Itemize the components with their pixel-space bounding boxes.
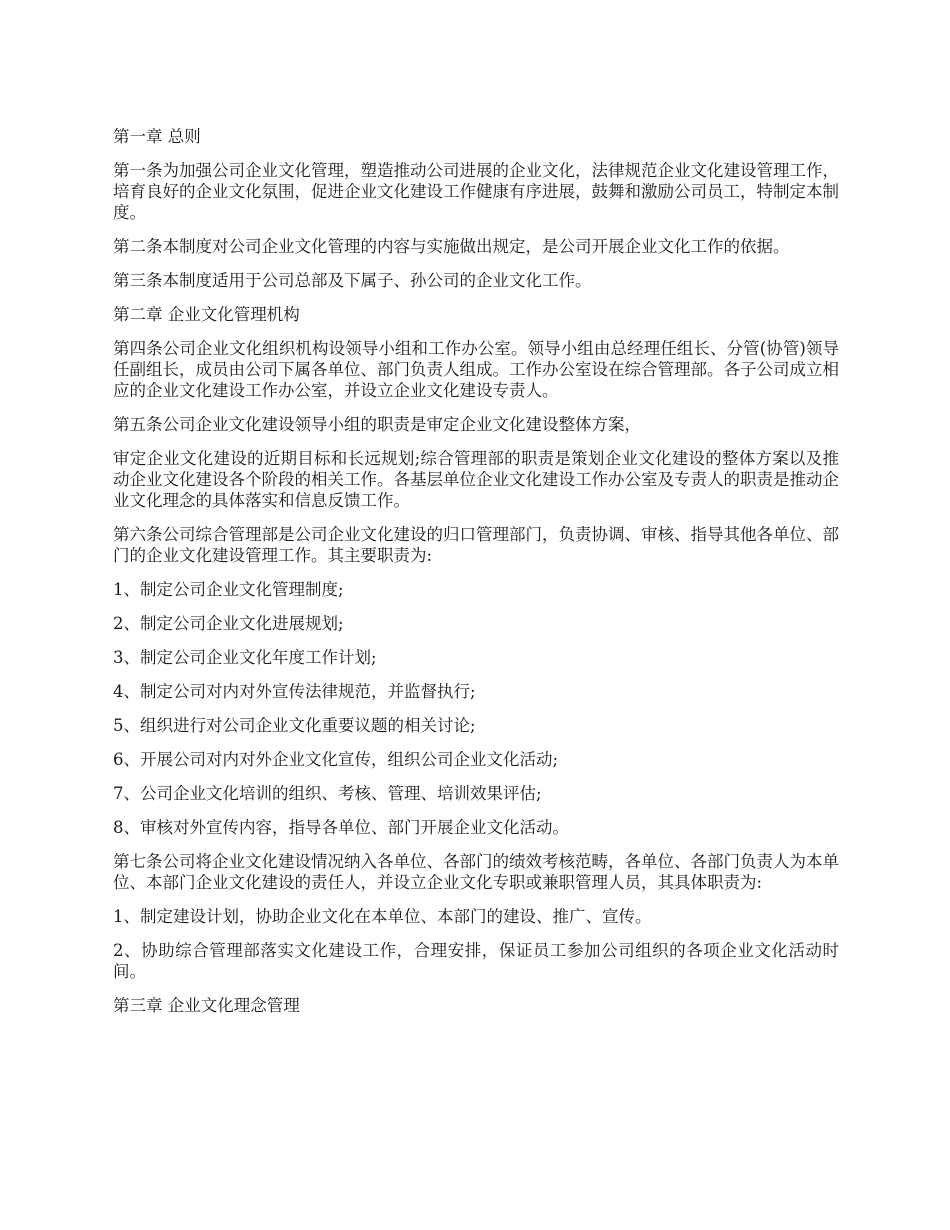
article-2: 第二条本制度对公司企业文化管理的内容与实施做出规定，是公司开展企业文化工作的依据。 — [113, 237, 790, 256]
list-item: 3、制定公司企业文化年度工作计划; — [113, 648, 377, 667]
list-item: 8、审核对外宣传内容，指导各单位、部门开展企业文化活动。 — [113, 818, 569, 837]
chapter-heading-3: 第三章 企业文化理念管理 — [113, 996, 300, 1015]
article-1: 第一条为加强公司企业文化管理，塑造推动公司进展的企业文化，法律规范企业文化建设管理工作，培育良好的企业文化氛围，促进企业文化建设工作健康有序进展，鼓舞和激励公司员工，特制定本制度。 — [113, 161, 839, 222]
article-5: 第五条公司企业文化建设领导小组的职责是审定企业文化建设整体方案， — [113, 415, 641, 434]
list-item: 5、组织进行对公司企业文化重要议题的相关讨论; — [113, 716, 476, 735]
chapter-heading-1: 第一章 总则 — [113, 127, 201, 146]
article-7: 第七条公司将企业文化建设情况纳入各单位、各部门的绩效考核范畴，各单位、各部门负责人为本单位、本部门企业文化建设的责任人，并设立企业文化专职或兼职管理人员，其具体职责为: — [113, 852, 839, 892]
list-item: 4、制定公司对内对外宣传法律规范，并监督执行; — [113, 682, 476, 701]
article-3: 第三条本制度适用于公司总部及下属子、孙公司的企业文化工作。 — [113, 271, 592, 290]
document-page — [113, 126, 839, 1029]
list-item: 2、制定公司企业文化进展规划; — [113, 614, 344, 633]
article-5-continued: 审定企业文化建设的近期目标和长远规划;综合管理部的职责是策划企业文化建设的整体方案以及推动企业文化建设各个阶段的相关工作。各基层单位企业文化建设工作办公室及专责人的职责是推动企业文化理念的具体落实和信息反馈工作。 — [113, 449, 839, 510]
chapter-heading-2: 第二章 企业文化管理机构 — [113, 305, 300, 324]
list-item: 1、制定公司企业文化管理制度; — [113, 580, 344, 599]
list-item: 2、协助综合管理部落实文化建设工作，合理安排，保证员工参加公司组织的各项企业文化活动时间。 — [113, 941, 839, 981]
list-item: 6、开展公司对内对外企业文化宣传，组织公司企业文化活动; — [113, 750, 559, 769]
article-4: 第四条公司企业文化组织机构设领导小组和工作办公室。领导小组由总经理任组长、分管(协管)领导任副组长，成员由公司下属各单位、部门负责人组成。工作办公室设在综合管理部。各子公司成立相应的企业文化建设工作办公室，并设立企业文化建设专责人。 — [113, 339, 839, 400]
list-item: 1、制定建设计划，协助企业文化在本单位、本部门的建设、推广、宣传。 — [113, 907, 652, 926]
list-item: 7、公司企业文化培训的组织、考核、管理、培训效果评估; — [113, 784, 542, 803]
article-6: 第六条公司综合管理部是公司企业文化建设的归口管理部门，负责协调、审核、指导其他各单位、部门的企业文化建设管理工作。其主要职责为: — [113, 525, 839, 565]
